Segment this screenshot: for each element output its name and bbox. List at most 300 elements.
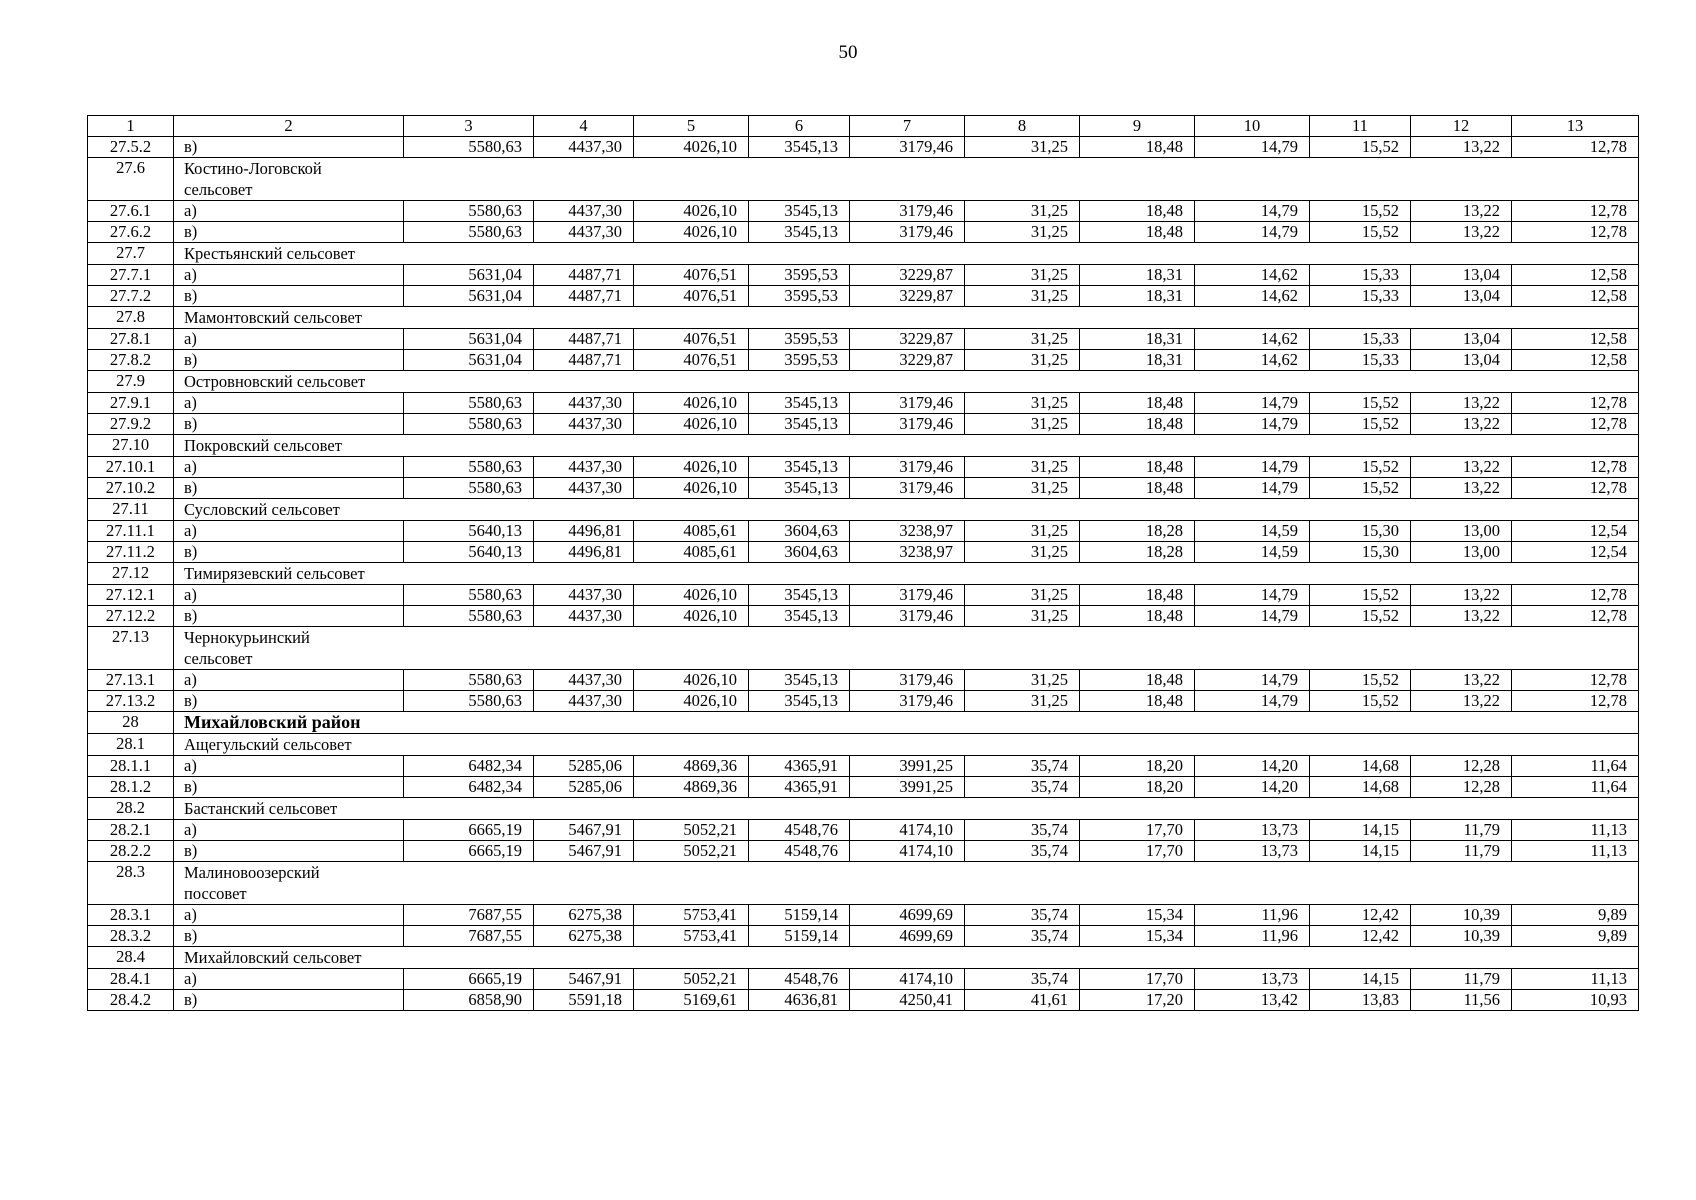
value-cell-col-4: 4437,30 [534, 393, 634, 414]
section-row [88, 734, 1639, 756]
value-cell-col-11: 15,52 [1310, 457, 1411, 478]
value-cell-col-11: 15,33 [1310, 286, 1411, 307]
row-label: в) [174, 691, 404, 712]
row-code: 27.11.1 [88, 521, 174, 542]
value-cell-col-9: 18,20 [1080, 777, 1195, 798]
value-cell-col-7: 4174,10 [850, 841, 965, 862]
value-cell-col-13: 12,78 [1512, 414, 1639, 435]
header-row [88, 116, 1639, 137]
value-cell-col-12: 13,04 [1411, 350, 1512, 371]
value-cell-col-8: 35,74 [965, 820, 1080, 841]
value-cell-col-6: 3545,13 [749, 478, 850, 499]
value-cell-col-3: 6665,19 [404, 841, 534, 862]
value-cell-col-3: 5580,63 [404, 670, 534, 691]
value-cell-col-5: 4869,36 [634, 756, 749, 777]
row-label: а) [174, 905, 404, 926]
value-cell-col-11: 15,52 [1310, 585, 1411, 606]
row-code: 27.12 [88, 563, 174, 585]
row-label: а) [174, 585, 404, 606]
section-row [88, 947, 1639, 969]
value-cell-col-5: 4076,51 [634, 286, 749, 307]
row-label: а) [174, 670, 404, 691]
value-cell-col-7: 3179,46 [850, 414, 965, 435]
value-cell-col-5: 4026,10 [634, 222, 749, 243]
row-code: 28.2 [88, 798, 174, 820]
value-cell-col-4: 4437,30 [534, 457, 634, 478]
value-cell-col-10: 14,79 [1195, 691, 1310, 712]
value-cell-col-7: 3179,46 [850, 393, 965, 414]
section-name-text: Бастанский сельсовет [184, 799, 338, 818]
section-name-text: Чернокурьинский сельсовет [184, 628, 310, 668]
value-cell-col-13: 10,93 [1512, 990, 1639, 1011]
value-cell-col-6: 5159,14 [749, 926, 850, 947]
value-cell-col-10: 13,73 [1195, 969, 1310, 990]
table-row [88, 222, 1639, 243]
value-cell-col-6: 3604,63 [749, 542, 850, 563]
value-cell-col-9: 17,70 [1080, 841, 1195, 862]
value-cell-col-5: 4026,10 [634, 457, 749, 478]
value-cell-col-13: 12,78 [1512, 691, 1639, 712]
table-row [88, 137, 1639, 158]
table-row [88, 542, 1639, 563]
value-cell-col-10: 11,96 [1195, 926, 1310, 947]
value-cell-col-7: 3991,25 [850, 777, 965, 798]
value-cell-col-5: 4076,51 [634, 265, 749, 286]
value-cell-col-12: 13,22 [1411, 393, 1512, 414]
value-cell-col-8: 35,74 [965, 841, 1080, 862]
section-row [88, 371, 1639, 393]
value-cell-col-3: 6482,34 [404, 756, 534, 777]
value-cell-col-3: 5580,63 [404, 478, 534, 499]
column-number-7: 7 [850, 116, 965, 137]
row-code: 27.12.1 [88, 585, 174, 606]
value-cell-col-3: 5580,63 [404, 585, 534, 606]
value-cell-col-10: 13,42 [1195, 990, 1310, 1011]
value-cell-col-9: 17,70 [1080, 820, 1195, 841]
value-cell-col-8: 35,74 [965, 905, 1080, 926]
value-cell-col-5: 5169,61 [634, 990, 749, 1011]
value-cell-col-8: 31,25 [965, 521, 1080, 542]
table-row [88, 969, 1639, 990]
table-row [88, 414, 1639, 435]
value-cell-col-3: 5580,63 [404, 414, 534, 435]
table-row [88, 926, 1639, 947]
value-cell-col-9: 15,34 [1080, 905, 1195, 926]
section-row [88, 499, 1639, 521]
value-cell-col-10: 14,79 [1195, 585, 1310, 606]
value-cell-col-8: 35,74 [965, 777, 1080, 798]
table-row [88, 841, 1639, 862]
row-label: в) [174, 990, 404, 1011]
value-cell-col-6: 4365,91 [749, 756, 850, 777]
value-cell-col-8: 31,25 [965, 350, 1080, 371]
district-name [174, 712, 1639, 734]
section-name [174, 243, 1639, 265]
row-code: 28.4.1 [88, 969, 174, 990]
table-row [88, 329, 1639, 350]
value-cell-col-4: 4487,71 [534, 286, 634, 307]
value-cell-col-9: 18,20 [1080, 756, 1195, 777]
value-cell-col-6: 3545,13 [749, 201, 850, 222]
value-cell-col-4: 5467,91 [534, 820, 634, 841]
value-cell-col-10: 14,62 [1195, 265, 1310, 286]
value-cell-col-9: 18,48 [1080, 606, 1195, 627]
value-cell-col-4: 4496,81 [534, 521, 634, 542]
value-cell-col-10: 14,79 [1195, 606, 1310, 627]
section-name-text: Сусловский сельсовет [184, 500, 340, 519]
row-code: 27.8.2 [88, 350, 174, 371]
section-row [88, 563, 1639, 585]
section-name [174, 947, 1639, 969]
value-cell-col-6: 4548,76 [749, 969, 850, 990]
row-code: 27.8 [88, 307, 174, 329]
value-cell-col-12: 13,00 [1411, 542, 1512, 563]
value-cell-col-10: 14,79 [1195, 414, 1310, 435]
value-cell-col-6: 3545,13 [749, 137, 850, 158]
value-cell-col-12: 13,22 [1411, 137, 1512, 158]
table-row [88, 478, 1639, 499]
column-number-1: 1 [88, 116, 174, 137]
column-number-12: 12 [1411, 116, 1512, 137]
row-label: а) [174, 329, 404, 350]
column-number-4: 4 [534, 116, 634, 137]
section-row [88, 627, 1639, 670]
value-cell-col-10: 14,20 [1195, 756, 1310, 777]
value-cell-col-3: 5631,04 [404, 329, 534, 350]
section-name-text: Островновский сельсовет [184, 372, 366, 391]
row-label: а) [174, 393, 404, 414]
row-label: в) [174, 137, 404, 158]
row-label: а) [174, 969, 404, 990]
row-code: 28.2.1 [88, 820, 174, 841]
value-cell-col-13: 12,78 [1512, 222, 1639, 243]
value-cell-col-10: 14,79 [1195, 478, 1310, 499]
section-row [88, 435, 1639, 457]
row-code: 28.4 [88, 947, 174, 969]
value-cell-col-5: 4076,51 [634, 329, 749, 350]
value-cell-col-11: 15,33 [1310, 350, 1411, 371]
value-cell-col-7: 3991,25 [850, 756, 965, 777]
value-cell-col-11: 14,68 [1310, 756, 1411, 777]
value-cell-col-10: 14,59 [1195, 542, 1310, 563]
table-row [88, 393, 1639, 414]
value-cell-col-13: 11,13 [1512, 841, 1639, 862]
value-cell-col-7: 4174,10 [850, 820, 965, 841]
row-code: 27.7 [88, 243, 174, 265]
row-label: в) [174, 286, 404, 307]
value-cell-col-12: 13,04 [1411, 329, 1512, 350]
value-cell-col-11: 15,52 [1310, 606, 1411, 627]
value-cell-col-12: 13,04 [1411, 286, 1512, 307]
value-cell-col-13: 12,58 [1512, 265, 1639, 286]
row-code: 27.8.1 [88, 329, 174, 350]
value-cell-col-8: 31,25 [965, 457, 1080, 478]
row-code: 28.1 [88, 734, 174, 756]
value-cell-col-9: 17,20 [1080, 990, 1195, 1011]
section-name-text: Мамонтовский сельсовет [184, 308, 362, 327]
page-number: 50 [838, 42, 858, 63]
value-cell-col-8: 31,25 [965, 478, 1080, 499]
value-cell-col-11: 14,15 [1310, 820, 1411, 841]
value-cell-col-3: 5580,63 [404, 691, 534, 712]
value-cell-col-13: 12,58 [1512, 329, 1639, 350]
table-row [88, 521, 1639, 542]
value-cell-col-9: 18,48 [1080, 670, 1195, 691]
column-number-6: 6 [749, 116, 850, 137]
value-cell-col-8: 35,74 [965, 969, 1080, 990]
value-cell-col-4: 5591,18 [534, 990, 634, 1011]
row-label: а) [174, 521, 404, 542]
value-cell-col-3: 7687,55 [404, 905, 534, 926]
value-cell-col-7: 3179,46 [850, 201, 965, 222]
value-cell-col-10: 14,62 [1195, 329, 1310, 350]
section-name [174, 499, 1639, 521]
value-cell-col-4: 4437,30 [534, 691, 634, 712]
value-cell-col-5: 4026,10 [634, 585, 749, 606]
value-cell-col-4: 4437,30 [534, 585, 634, 606]
value-cell-col-4: 5285,06 [534, 777, 634, 798]
value-cell-col-11: 15,52 [1310, 478, 1411, 499]
value-cell-col-9: 18,31 [1080, 329, 1195, 350]
row-label: а) [174, 201, 404, 222]
row-code: 27.10 [88, 435, 174, 457]
value-cell-col-6: 3545,13 [749, 670, 850, 691]
value-cell-col-6: 4548,76 [749, 841, 850, 862]
value-cell-col-10: 14,79 [1195, 201, 1310, 222]
section-name-text: Тимирязевский сельсовет [184, 564, 365, 583]
section-name [174, 862, 1639, 905]
value-cell-col-11: 15,52 [1310, 670, 1411, 691]
value-cell-col-3: 6858,90 [404, 990, 534, 1011]
value-cell-col-12: 10,39 [1411, 905, 1512, 926]
row-label: а) [174, 457, 404, 478]
column-number-11: 11 [1310, 116, 1411, 137]
value-cell-col-6: 3545,13 [749, 414, 850, 435]
value-cell-col-13: 12,58 [1512, 286, 1639, 307]
column-number-3: 3 [404, 116, 534, 137]
value-cell-col-3: 5631,04 [404, 265, 534, 286]
value-cell-col-6: 3545,13 [749, 222, 850, 243]
value-cell-col-10: 14,79 [1195, 457, 1310, 478]
value-cell-col-8: 31,25 [965, 585, 1080, 606]
section-name-text: Ащегульский сельсовет [184, 735, 352, 754]
value-cell-col-7: 3179,46 [850, 457, 965, 478]
value-cell-col-9: 18,48 [1080, 691, 1195, 712]
value-cell-col-7: 3179,46 [850, 670, 965, 691]
value-cell-col-5: 4026,10 [634, 670, 749, 691]
value-cell-col-10: 13,73 [1195, 820, 1310, 841]
value-cell-col-7: 3229,87 [850, 350, 965, 371]
value-cell-col-10: 14,79 [1195, 670, 1310, 691]
row-code: 27.7.2 [88, 286, 174, 307]
row-code: 27.6.1 [88, 201, 174, 222]
table-row [88, 606, 1639, 627]
value-cell-col-10: 13,73 [1195, 841, 1310, 862]
value-cell-col-12: 13,22 [1411, 414, 1512, 435]
value-cell-col-11: 15,30 [1310, 542, 1411, 563]
value-cell-col-5: 4076,51 [634, 350, 749, 371]
row-label: в) [174, 606, 404, 627]
section-name [174, 734, 1639, 756]
value-cell-col-10: 14,79 [1195, 137, 1310, 158]
value-cell-col-10: 11,96 [1195, 905, 1310, 926]
table-row [88, 670, 1639, 691]
row-code: 28 [88, 712, 174, 734]
row-code: 28.3.1 [88, 905, 174, 926]
value-cell-col-4: 4437,30 [534, 670, 634, 691]
row-code: 28.1.1 [88, 756, 174, 777]
row-label: в) [174, 841, 404, 862]
value-cell-col-3: 5580,63 [404, 606, 534, 627]
value-cell-col-3: 5580,63 [404, 137, 534, 158]
value-cell-col-8: 35,74 [965, 926, 1080, 947]
value-cell-col-4: 4487,71 [534, 329, 634, 350]
value-cell-col-8: 31,25 [965, 691, 1080, 712]
value-cell-col-9: 17,70 [1080, 969, 1195, 990]
value-cell-col-6: 3595,53 [749, 265, 850, 286]
value-cell-col-10: 14,59 [1195, 521, 1310, 542]
value-cell-col-3: 5640,13 [404, 542, 534, 563]
value-cell-col-7: 3179,46 [850, 478, 965, 499]
section-name [174, 563, 1639, 585]
value-cell-col-6: 3545,13 [749, 585, 850, 606]
value-cell-col-13: 12,54 [1512, 542, 1639, 563]
value-cell-col-11: 15,33 [1310, 329, 1411, 350]
value-cell-col-9: 18,31 [1080, 350, 1195, 371]
table-row [88, 777, 1639, 798]
value-cell-col-3: 6665,19 [404, 820, 534, 841]
value-cell-col-7: 3179,46 [850, 606, 965, 627]
section-name-text: Крестьянский сельсовет [184, 244, 356, 263]
value-cell-col-3: 6482,34 [404, 777, 534, 798]
value-cell-col-5: 4026,10 [634, 478, 749, 499]
row-label: в) [174, 926, 404, 947]
row-code: 27.10.2 [88, 478, 174, 499]
section-name-text: Михайловский сельсовет [184, 948, 362, 967]
value-cell-col-9: 18,31 [1080, 265, 1195, 286]
value-cell-col-12: 13,22 [1411, 670, 1512, 691]
value-cell-col-9: 18,48 [1080, 393, 1195, 414]
value-cell-col-12: 13,22 [1411, 691, 1512, 712]
table-row [88, 350, 1639, 371]
value-cell-col-5: 5052,21 [634, 969, 749, 990]
value-cell-col-12: 13,22 [1411, 606, 1512, 627]
value-cell-col-8: 31,25 [965, 329, 1080, 350]
value-cell-col-8: 41,61 [965, 990, 1080, 1011]
value-cell-col-5: 4026,10 [634, 414, 749, 435]
value-cell-col-6: 3595,53 [749, 286, 850, 307]
value-cell-col-4: 5467,91 [534, 841, 634, 862]
row-code: 27.13.2 [88, 691, 174, 712]
value-cell-col-11: 13,83 [1310, 990, 1411, 1011]
value-cell-col-7: 3179,46 [850, 222, 965, 243]
section-name [174, 627, 1639, 670]
value-cell-col-4: 6275,38 [534, 926, 634, 947]
value-cell-col-13: 12,78 [1512, 393, 1639, 414]
section-name [174, 307, 1639, 329]
value-cell-col-7: 3179,46 [850, 585, 965, 606]
row-label: в) [174, 542, 404, 563]
value-cell-col-6: 3545,13 [749, 457, 850, 478]
value-cell-col-9: 18,31 [1080, 286, 1195, 307]
value-cell-col-8: 35,74 [965, 756, 1080, 777]
value-cell-col-8: 31,25 [965, 606, 1080, 627]
value-cell-col-13: 12,78 [1512, 478, 1639, 499]
value-cell-col-9: 15,34 [1080, 926, 1195, 947]
value-cell-col-11: 14,15 [1310, 969, 1411, 990]
value-cell-col-12: 11,79 [1411, 969, 1512, 990]
section-row [88, 158, 1639, 201]
value-cell-col-7: 3229,87 [850, 329, 965, 350]
table-row [88, 990, 1639, 1011]
column-number-5: 5 [634, 116, 749, 137]
value-cell-col-12: 13,22 [1411, 222, 1512, 243]
table-row [88, 905, 1639, 926]
section-name-text: Костино-Логовской сельсовет [184, 159, 322, 199]
row-code: 27.5.2 [88, 137, 174, 158]
value-cell-col-12: 13,04 [1411, 265, 1512, 286]
row-code: 27.6 [88, 158, 174, 201]
value-cell-col-13: 12,78 [1512, 585, 1639, 606]
value-cell-col-12: 12,28 [1411, 777, 1512, 798]
value-cell-col-13: 12,78 [1512, 457, 1639, 478]
row-code: 28.1.2 [88, 777, 174, 798]
value-cell-col-13: 12,54 [1512, 521, 1639, 542]
value-cell-col-5: 4869,36 [634, 777, 749, 798]
value-cell-col-4: 5467,91 [534, 969, 634, 990]
column-number-2: 2 [174, 116, 404, 137]
value-cell-col-3: 5580,63 [404, 393, 534, 414]
value-cell-col-9: 18,48 [1080, 201, 1195, 222]
value-cell-col-11: 14,68 [1310, 777, 1411, 798]
row-label: в) [174, 478, 404, 499]
value-cell-col-10: 14,20 [1195, 777, 1310, 798]
value-cell-col-13: 12,78 [1512, 137, 1639, 158]
value-cell-col-13: 9,89 [1512, 905, 1639, 926]
value-cell-col-3: 5580,63 [404, 222, 534, 243]
section-name [174, 798, 1639, 820]
value-cell-col-13: 11,13 [1512, 969, 1639, 990]
value-cell-col-11: 15,52 [1310, 691, 1411, 712]
value-cell-col-13: 12,78 [1512, 606, 1639, 627]
value-cell-col-6: 4548,76 [749, 820, 850, 841]
value-cell-col-7: 3179,46 [850, 137, 965, 158]
value-cell-col-6: 3595,53 [749, 329, 850, 350]
value-cell-col-11: 15,52 [1310, 222, 1411, 243]
row-code: 27.13.1 [88, 670, 174, 691]
value-cell-col-4: 6275,38 [534, 905, 634, 926]
value-cell-col-3: 5631,04 [404, 286, 534, 307]
row-label: в) [174, 414, 404, 435]
column-number-10: 10 [1195, 116, 1310, 137]
value-cell-col-6: 3545,13 [749, 393, 850, 414]
value-cell-col-12: 10,39 [1411, 926, 1512, 947]
value-cell-col-7: 3229,87 [850, 286, 965, 307]
value-cell-col-4: 4437,30 [534, 137, 634, 158]
value-cell-col-13: 9,89 [1512, 926, 1639, 947]
value-cell-col-5: 5753,41 [634, 926, 749, 947]
value-cell-col-6: 4636,81 [749, 990, 850, 1011]
row-code: 27.11.2 [88, 542, 174, 563]
value-cell-col-5: 4085,61 [634, 521, 749, 542]
row-code: 27.9.1 [88, 393, 174, 414]
value-cell-col-11: 12,42 [1310, 926, 1411, 947]
value-cell-col-11: 15,30 [1310, 521, 1411, 542]
table-body [88, 116, 1639, 1011]
value-cell-col-5: 5052,21 [634, 820, 749, 841]
value-cell-col-9: 18,48 [1080, 137, 1195, 158]
value-cell-col-9: 18,28 [1080, 542, 1195, 563]
